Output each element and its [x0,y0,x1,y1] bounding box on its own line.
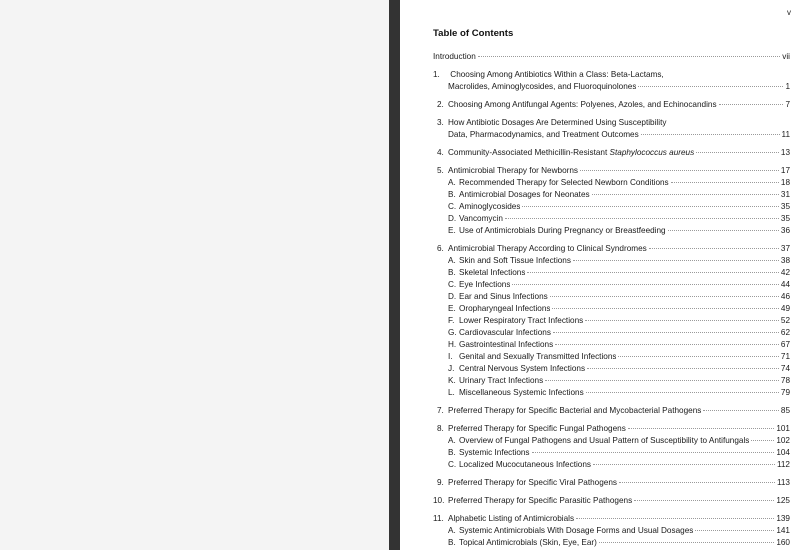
toc-subentry[interactable] [433,459,790,471]
leader-dots [527,272,778,273]
leader-dots [553,332,779,333]
leader-dots [505,218,779,219]
toc-subentry[interactable] [433,525,790,537]
leader-dots [628,428,775,429]
subentry-letter: E. [448,226,456,235]
toc-list [433,51,790,549]
subentry-letter: B. [448,190,456,199]
subentry-letter: H. [448,340,457,349]
toc-subentry-page: 102 [776,436,790,445]
toc-subentry[interactable] [433,327,790,339]
toc-entry-page: 7 [785,100,790,109]
subentry-letter: C. [448,280,457,289]
leader-dots [696,152,779,153]
leader-dots [573,260,779,261]
toc-subentry-page: 38 [780,256,790,265]
toc-entry-introduction[interactable] [433,51,790,63]
leader-dots [751,440,774,441]
toc-entry-chapter-1-line1[interactable] [433,69,790,81]
toc-subentry[interactable] [433,375,790,387]
toc-subentry-page: 62 [780,328,790,337]
toc-subentry-label: Oropharyngeal Infections [459,304,551,313]
toc-entry-chapter-11[interactable] [433,513,790,525]
toc-subentry-text [448,189,590,201]
chapter-number: 5. [437,166,444,175]
toc-subentry-text [448,363,585,375]
toc-subentry-label: Systemic Infections [459,448,530,457]
leader-dots [638,86,783,87]
leader-dots [599,542,774,543]
toc-entry-page: 37 [780,244,790,253]
toc-subentry-label: Miscellaneous Systemic Infections [459,388,584,397]
toc-entry-chapter-3-line1[interactable] [433,117,790,129]
toc-entry-chapter-2[interactable] [433,99,790,111]
subentry-letter: G. [448,328,457,337]
toc-subentry-text [448,315,583,327]
toc-subentry-page: 160 [776,538,790,547]
leader-dots [532,452,775,453]
toc-entry-label: Introduction [433,52,476,61]
toc-subentry[interactable] [433,267,790,279]
toc-entry-page: 13 [780,148,790,157]
toc-subentry-text [448,387,584,399]
toc-subentry-page: 36 [780,226,790,235]
toc-subentry-page: 44 [780,280,790,289]
toc-entry-page: 125 [776,496,790,505]
chapter-number: 8. [437,424,444,433]
toc-entry-page: 85 [780,406,790,415]
leader-dots [671,182,779,183]
subentry-letter: F. [448,316,455,325]
subentry-letter: A. [448,526,456,535]
toc-subentry-text [448,303,550,315]
subentry-letter: L. [448,388,455,397]
leader-dots [641,134,780,135]
toc-entry-chapter-10[interactable] [433,495,790,507]
toc-entry-label-cont: Data, Pharmacodynamics, and Treatment Outcomes [448,130,639,139]
toc-subentry-page: 78 [780,376,790,385]
toc-entry-page: 101 [776,424,790,433]
toc-subentry[interactable] [433,177,790,189]
toc-subentry-label: Skin and Soft Tissue Infections [459,256,571,265]
leader-dots [719,104,784,105]
toc-entry-chapter-6[interactable] [433,243,790,255]
toc-entry-label: Antimicrobial Therapy for Newborns [448,166,578,175]
toc-subentry[interactable] [433,363,790,375]
blank-facing-page [0,0,389,550]
toc-subentry-text [448,279,510,291]
subentry-letter: A. [448,256,456,265]
leader-dots [619,482,775,483]
subentry-letter: K. [448,376,456,385]
leader-dots [512,284,778,285]
leader-dots [522,206,778,207]
toc-subentry-text [448,435,749,447]
toc-subentry-text [448,351,616,363]
toc-subentry-text [448,255,571,267]
toc-subentry[interactable] [433,291,790,303]
toc-entry-label: How Antibiotic Dosages Are Determined Using Susceptibility [448,118,667,127]
toc-entry-chapter-5[interactable] [433,165,790,177]
chapter-number: 1. [433,70,440,79]
leader-dots [552,308,778,309]
toc-page [400,0,799,550]
toc-entry-label: Choosing Among Antifungal Agents: Polyenes, Azoles, and Echinocandins [448,100,717,109]
toc-subentry-page: 71 [780,352,790,361]
toc-subentry-text [448,537,597,549]
chapter-number: 6. [437,244,444,253]
leader-dots [587,368,779,369]
toc-entry-page: 139 [776,514,790,523]
toc-subentry-text [448,447,530,459]
toc-entry-chapter-8[interactable] [433,423,790,435]
toc-subentry-page: 52 [780,316,790,325]
toc-subentry-label: Overview of Fungal Pathogens and Usual Pattern of Susceptibility to Antifungals [459,436,750,445]
toc-entry-label: Preferred Therapy for Specific Parasitic Pathogens [448,496,633,505]
toc-entry-label-italic: Staphylococcus aureus [609,148,695,157]
toc-entry-label: Preferred Therapy for Specific Bacterial and Mycobacterial Pathogens [448,406,702,415]
toc-entry-label: Antimicrobial Therapy According to Clinical Syndromes [448,244,647,253]
toc-subentry-text [448,525,693,537]
toc-entry-label: Choosing Among Antibiotics Within a Class: Beta-Lactams, [450,70,664,79]
toc-subentry-label: Genital and Sexually Transmitted Infections [459,352,617,361]
toc-entry-chapter-9[interactable] [433,477,790,489]
toc-subentry[interactable] [433,213,790,225]
toc-subentry-label: Skeletal Infections [459,268,526,277]
toc-subentry[interactable] [433,447,790,459]
chapter-number: 4. [437,148,444,157]
toc-subentry-label: Cardiovascular Infections [459,328,551,337]
toc-subentry-label: Systemic Antimicrobials With Dosage Forms and Usual Dosages [459,526,694,535]
toc-subentry-label: Localized Mucocutaneous Infections [459,460,591,469]
toc-subentry-label: Aminoglycosides [459,202,521,211]
toc-subentry-text [448,375,543,387]
toc-entry-page: 113 [776,478,790,487]
leader-dots [478,56,780,57]
toc-subentry-text [448,225,666,237]
book-spine [389,0,400,550]
subentry-letter: E. [448,304,456,313]
toc-subentry-page: 18 [780,178,790,187]
leader-dots [550,296,779,297]
toc-subentry-text [448,177,669,189]
toc-entry-page: 1 [785,82,790,91]
toc-subentry-text [448,339,553,351]
toc-entry-chapter-4[interactable] [433,147,790,159]
toc-subentry-label: Vancomycin [459,214,503,223]
toc-entry-chapter-7[interactable] [433,405,790,417]
subentries-chapter-6 [433,255,790,399]
toc-subentry-page: 42 [780,268,790,277]
chapter-number: 3. [437,118,444,127]
toc-entry-page: vii [782,52,790,61]
toc-subentry[interactable] [433,303,790,315]
subentry-letter: B. [448,268,456,277]
leader-dots [576,518,774,519]
toc-subentry[interactable] [433,255,790,267]
toc-entry-label-cont: Macrolides, Aminoglycosides, and Fluoroquinolones [448,82,637,91]
toc-entry-page: 17 [780,166,790,175]
leader-dots [555,344,779,345]
toc-subentry[interactable] [433,339,790,351]
leader-dots [592,194,779,195]
toc-entry-label: Preferred Therapy for Specific Fungal Pathogens [448,424,626,433]
toc-subentry-page: 35 [780,202,790,211]
toc-subentry-label: Topical Antimicrobials (Skin, Eye, Ear) [459,538,597,547]
subentry-letter: D. [448,292,457,301]
toc-subentry[interactable] [433,279,790,291]
toc-subentry-page: 46 [780,292,790,301]
toc-subentry-label: Ear and Sinus Infections [459,292,548,301]
subentry-letter: D. [448,214,457,223]
toc-subentry-page: 67 [780,340,790,349]
toc-subentry-text [448,291,548,303]
leader-dots [545,380,779,381]
toc-subentry[interactable] [433,435,790,447]
subentry-letter: I. [448,352,453,361]
subentries-chapter-11 [433,525,790,549]
toc-subentry[interactable] [433,537,790,549]
toc-entry-label: Preferred Therapy for Specific Viral Pathogens [448,478,617,487]
toc-subentry-text [448,267,525,279]
chapter-number: 7. [437,406,444,415]
subentry-letter: J. [448,364,455,373]
toc-entry-chapter-3[interactable] [433,129,790,141]
toc-subentry[interactable] [433,315,790,327]
toc-subentry[interactable] [433,189,790,201]
chapter-number: 2. [437,100,444,109]
chapter-number: 9. [437,478,444,487]
toc-subentry-page: 104 [776,448,790,457]
toc-subentry-label: Use of Antimicrobials During Pregnancy or Breastfeeding [459,226,666,235]
page-number: v [787,8,791,17]
chapter-number: 11. [433,514,444,523]
leader-dots [585,320,779,321]
toc-subentry-label: Central Nervous System Infections [459,364,586,373]
toc-subentry-page: 141 [776,526,790,535]
toc-entry-chapter-1[interactable] [433,81,790,93]
toc-title: Table of Contents [433,28,514,39]
leader-dots [580,170,779,171]
toc-subentry[interactable] [433,387,790,399]
leader-dots [695,530,774,531]
leader-dots [618,356,778,357]
toc-subentry-label: Lower Respiratory Tract Infections [459,316,584,325]
toc-subentry-page: 31 [780,190,790,199]
subentries-chapter-5 [433,177,790,237]
toc-subentry-label: Urinary Tract Infections [459,376,544,385]
toc-entry-label: Community-Associated Methicillin-Resistant [448,148,610,157]
subentry-letter: B. [448,448,456,457]
toc-subentry[interactable] [433,201,790,213]
toc-entry-page: 11 [781,130,790,139]
toc-subentry-text [448,213,503,225]
toc-entry-label: Alphabetic Listing of Antimicrobials [448,514,575,523]
leader-dots [593,464,775,465]
toc-subentry-page: 74 [780,364,790,373]
subentry-letter: B. [448,538,456,547]
leader-dots [586,392,779,393]
subentry-letter: A. [448,178,456,187]
toc-subentry-text [448,201,520,213]
leader-dots [703,410,779,411]
leader-dots [668,230,779,231]
chapter-number: 10. [433,496,445,505]
toc-subentry-label: Recommended Therapy for Selected Newborn Conditions [459,178,669,187]
subentry-letter: A. [448,436,456,445]
toc-subentry-page: 112 [776,460,790,469]
subentry-letter: C. [448,460,457,469]
toc-subentry-label: Gastrointestinal Infections [459,340,554,349]
leader-dots [649,248,779,249]
subentry-letter: C. [448,202,457,211]
subentries-chapter-8 [433,435,790,471]
toc-subentry-text [448,459,591,471]
leader-dots [634,500,774,501]
toc-subentry-label: Antimicrobial Dosages for Neonates [459,190,590,199]
toc-subentry[interactable] [433,351,790,363]
toc-subentry-page: 49 [780,304,790,313]
toc-subentry[interactable] [433,225,790,237]
toc-subentry-label: Eye Infections [459,280,511,289]
toc-subentry-page: 79 [780,388,790,397]
toc-subentry-text [448,327,551,339]
toc-subentry-page: 35 [780,214,790,223]
